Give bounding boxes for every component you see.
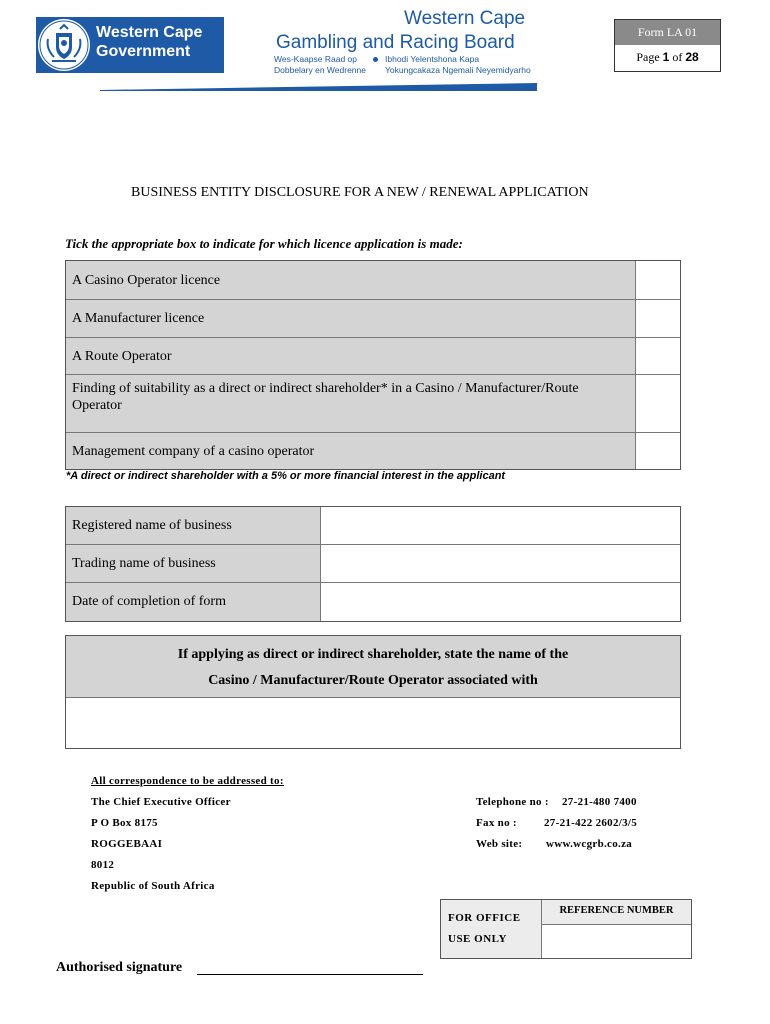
address-line: P O Box 8175: [91, 817, 158, 829]
licence-checkbox-route-operator[interactable]: [636, 338, 680, 374]
page-title: BUSINESS ENTITY DISCLOSURE FOR A NEW / RENEWAL APPLICATION: [131, 185, 589, 200]
website-label: Web site:: [476, 838, 523, 850]
licence-row-manufacturer: [66, 300, 680, 338]
licence-checkbox-management-company[interactable]: [636, 433, 680, 469]
associated-operator-heading: If applying as direct or indirect shareholder, state the name of the Casino / Manufacturer/Route Operator associated with: [66, 636, 680, 698]
board-logo-rule: [100, 82, 537, 91]
licence-label: Finding of suitability as a direct or indirect shareholder* in a Casino / Manufacturer/Route Operator: [66, 375, 636, 432]
licence-checkbox-casino-operator[interactable]: [636, 261, 680, 299]
website-link[interactable]: www.wcgrb.co.za: [546, 838, 633, 850]
board-logo-top: Western Cape: [404, 8, 526, 29]
business-row-registered-name: [66, 507, 680, 545]
board-separator-dot: [373, 57, 378, 62]
address-line: Republic of South Africa: [91, 880, 215, 892]
registered-name-field[interactable]: [321, 507, 680, 544]
western-cape-government-logo: [36, 17, 224, 73]
licence-label: A Casino Operator licence: [66, 261, 636, 299]
associated-operator-field[interactable]: [66, 698, 680, 748]
associated-operator-section: [65, 635, 681, 749]
form-info-box: [614, 19, 721, 72]
fax-value: 27-21-422 2602/3/5: [544, 817, 638, 829]
licence-label: Management company of a casino operator: [66, 433, 636, 469]
reference-number-field: [542, 925, 691, 958]
business-details-table: [65, 506, 681, 622]
licence-label: A Manufacturer licence: [66, 300, 636, 337]
page-indicator: Page 1 of 28: [636, 50, 699, 64]
correspondence-heading: All correspondence to be addressed to:: [91, 775, 284, 787]
board-sub-afrikaans: Wes-Kaapse Raad op Dobbelary en Wedrenne: [274, 54, 366, 75]
registered-name-label: Registered name of business: [66, 507, 321, 544]
licence-checkbox-finding-of-suitability[interactable]: [636, 375, 680, 432]
address-line: The Chief Executive Officer: [91, 796, 231, 808]
address-line: 8012: [91, 859, 115, 871]
completion-date-field[interactable]: [321, 583, 680, 621]
wcg-logo-text: Western Cape Government: [96, 24, 203, 60]
licence-row-route-operator: [66, 338, 680, 375]
licence-checkbox-manufacturer[interactable]: [636, 300, 680, 337]
signature-line[interactable]: [197, 974, 423, 975]
licence-row-finding-of-suitability: [66, 375, 680, 433]
authorised-signature-label: Authorised signature: [56, 960, 183, 975]
trading-name-field[interactable]: [321, 545, 680, 582]
telephone-value: 27-21-480 7400: [562, 796, 637, 808]
telephone-label: Telephone no :: [476, 796, 549, 808]
office-use-table: [440, 899, 692, 959]
shareholder-footnote: *A direct or indirect shareholder with a 5% or more financial interest in the applicant: [66, 470, 506, 482]
licence-row-management-company: [66, 433, 680, 469]
office-use-label: FOR OFFICE USE ONLY: [441, 900, 542, 958]
form-code: Form LA 01: [615, 20, 720, 45]
licence-type-table: [65, 260, 681, 470]
trading-name-label: Trading name of business: [66, 545, 321, 582]
board-logo-name: Gambling and Racing Board: [276, 32, 515, 53]
licence-label: A Route Operator: [66, 338, 636, 374]
business-row-completion-date: [66, 583, 680, 621]
licence-row-casino-operator: [66, 261, 680, 300]
coat-of-arms-icon: [38, 19, 90, 71]
reference-number-label: REFERENCE NUMBER: [542, 900, 691, 925]
licence-instruction: Tick the appropriate box to indicate for which licence application is made:: [65, 236, 463, 251]
fax-label: Fax no :: [476, 817, 517, 829]
address-line: ROGGEBAAI: [91, 838, 163, 850]
completion-date-label: Date of completion of form: [66, 583, 321, 621]
board-sub-xhosa: Ibhodi Yelentshona Kapa Yokungcakaza Ngemali Neyemidyarho: [385, 54, 531, 75]
business-row-trading-name: [66, 545, 680, 583]
